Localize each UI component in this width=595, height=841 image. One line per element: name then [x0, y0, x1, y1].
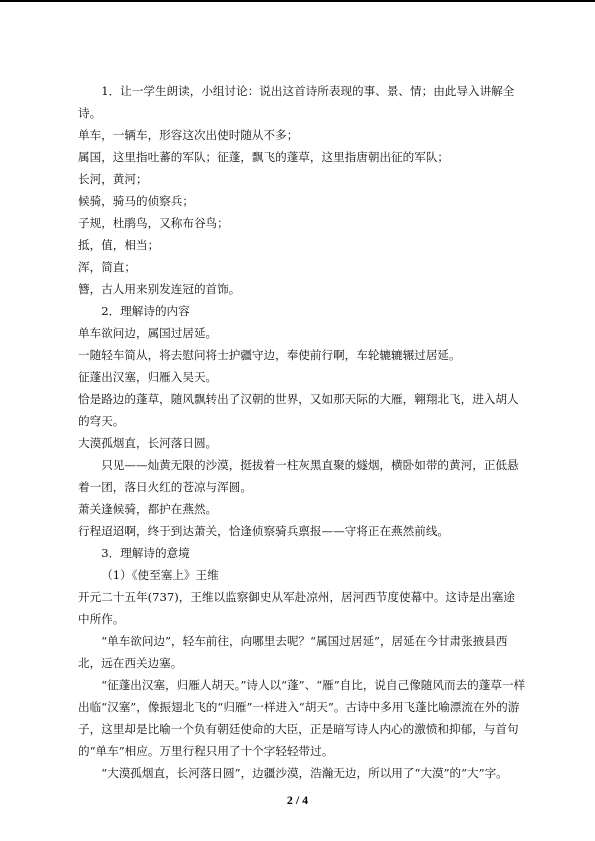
paragraph: 抵，值，相当； — [78, 238, 160, 252]
paragraph: 开元二十五年(737)，王维以监察御史从军赴凉州，居河西节度使幕中。这诗是出塞途中所作。 — [78, 590, 515, 626]
poem-line: 大漠孤烟直，长河落日圆。 — [78, 436, 218, 450]
sub-heading: （1）《使至塞上》王维 — [101, 568, 219, 582]
section-heading: 3．理解诗的意境 — [101, 546, 190, 560]
paragraph: 行程迢迢啊，终于到达萧关，恰逢侦察骑兵禀报——守将正在燕然前线。 — [78, 524, 450, 538]
paragraph: 候骑，骑马的侦察兵； — [78, 194, 194, 208]
poem-line: 萧关逢候骑，都护在燕然。 — [78, 502, 218, 516]
paragraph: 属国，这里指吐蕃的军队；征蓬，飘飞的蓬草，这里指唐朝出征的军队； — [78, 150, 450, 164]
poem-line: 征蓬出汉塞，归雁入吴天。 — [78, 370, 218, 384]
header-rule — [0, 0, 595, 2]
paragraph: 恰是路边的蓬草，随风飘转出了汉朝的世界，又如那天际的大雁，翱翔北飞，进入胡人的穹天。 — [78, 392, 519, 428]
paragraph: 单车，一辆车，形容这次出使时随从不多； — [78, 128, 299, 142]
paragraph: 只见——灿黄无限的沙漠，挺拔着一柱灰黑直聚的燧烟，横卧如带的黄河，正低悬着一团，落日火红的苍凉与浑圆。 — [78, 458, 519, 494]
paragraph: 长河，黄河； — [78, 172, 148, 186]
page-number: 2 / 4 — [286, 793, 309, 807]
poem-line: 单车欲问边，属国过居延。 — [78, 326, 218, 340]
paragraph: “大漠孤烟直，长河落日圆”，边疆沙漠，浩瀚无边，所以用了“大漠”的“大”字。 — [101, 766, 508, 780]
document-body — [78, 80, 526, 784]
paragraph: 簪，古人用来别发连冠的首饰。 — [78, 282, 241, 296]
paragraph: 一随轻车简从，将去慰问将士护疆守边，奉使前行啊，车轮辘辘辗过居延。 — [78, 348, 461, 362]
paragraph: “征蓬出汉塞，归雁人胡天。”诗人以“蓬”、“雁”自比，说自己像随风而去的蓬草一样出临“汉塞”，像振翅北飞的“归雁”一样进入“胡天”。古诗中多用飞蓬比喻漂流在外的游子，这里却是比喻一个负有朝廷使命的大臣，正是暗写诗人内心的激愤和抑郁，与首句的“单车”相应。万里行程只用了十个字轻轻带过。 — [78, 678, 526, 758]
paragraph: 1．让一学生朗读，小组讨论：说出这首诗所表现的事、景、情；由此导入讲解全诗。 — [78, 84, 515, 120]
section-heading: 2．理解诗的内容 — [101, 304, 190, 318]
paragraph: “单车欲问边”，轻车前往，向哪里去呢？“属国过居延”，居延在今甘肃张掖县西北，远在西关边塞。 — [78, 634, 508, 670]
paragraph: 子规，杜鹃鸟，又称布谷鸟； — [78, 216, 229, 230]
paragraph: 浑，简直； — [78, 260, 136, 274]
